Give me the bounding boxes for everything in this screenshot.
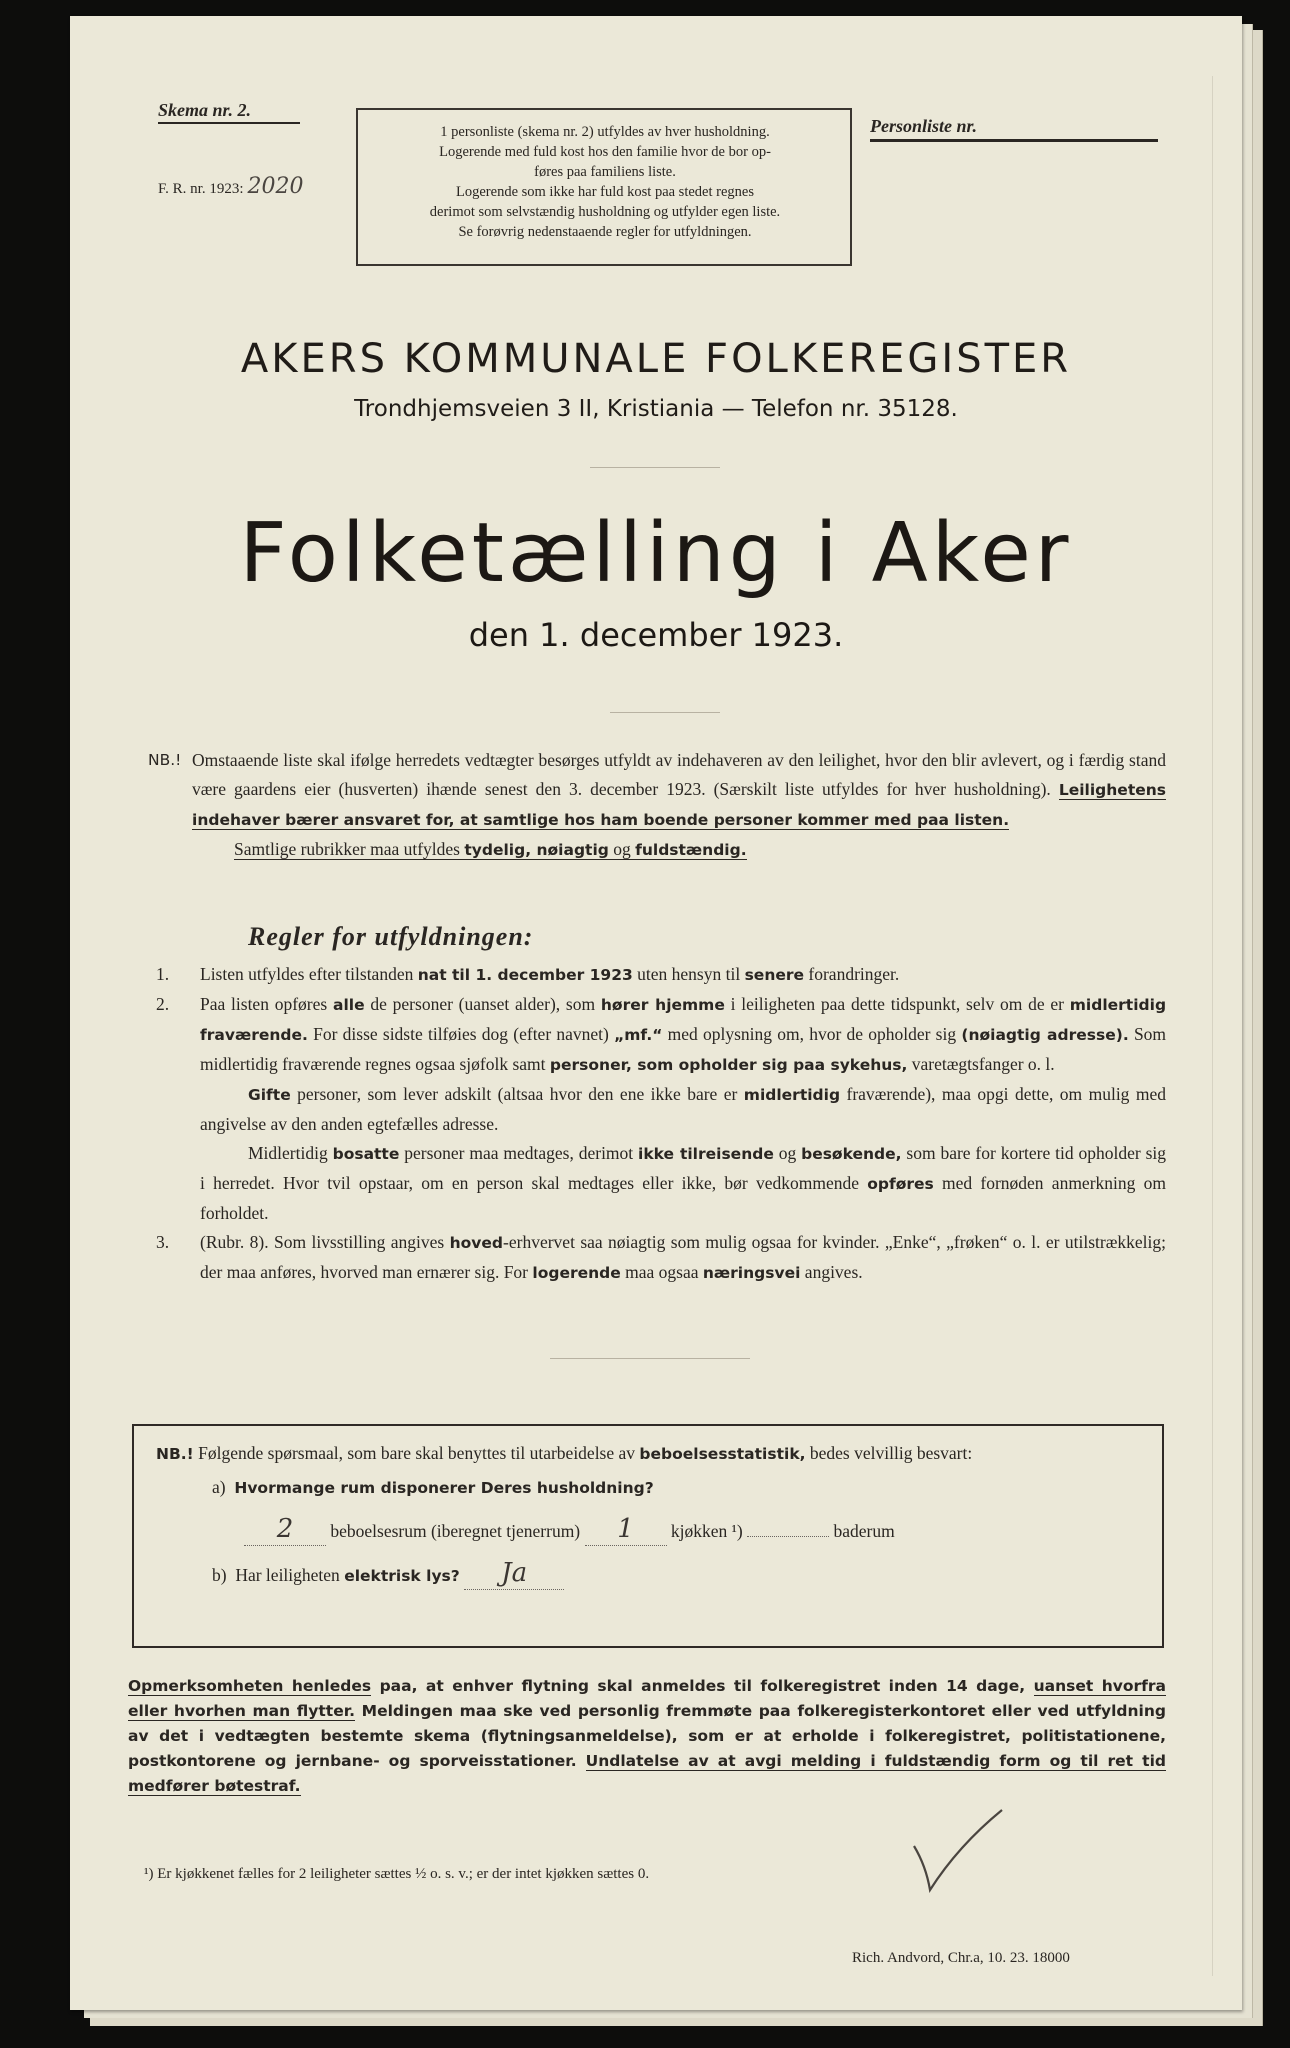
bath-field[interactable] (747, 1536, 829, 1537)
divider (610, 712, 720, 713)
fr-number (158, 174, 303, 199)
nb-label: NB.! (148, 751, 182, 769)
nb-responsibility: Leilighetens indehaver bærer ansvaret for, at samtlige hos ham boende personer kommer med paa listen. (192, 781, 1166, 829)
household-instructions-box (356, 108, 852, 266)
rule-paragraph: Midlertidig bosatte personer maa medtages, derimot ikke tilreisende og besøkende, som bare for kortere tid opholder sig i herredet. Hvor tvil opstaar, om en person skal medtages eller ikke, bør vedkommende opføres med fornøden anmerkning om forholdet. (200, 1143, 1166, 1223)
rule-item: 1. Listen utfyldes efter tilstanden nat til 1. december 1923 uten hensyn til senere forandringer. (156, 964, 900, 984)
box-line: derimot som selvstændig husholdning og utfylder egen liste. (429, 204, 781, 220)
fr-value: 2020 (247, 174, 304, 199)
checkmark-icon (908, 1806, 1008, 1901)
housing-statistics-box (132, 1424, 1164, 1648)
fr-label: F. R. nr. 1923: (158, 181, 244, 197)
question-a: a) Hvormange rum disponerer Deres husholdning? (212, 1477, 654, 1497)
box-line: Logerende med fuld kost hos den familie hvor de bor op- (439, 144, 771, 160)
nb2-intro: NB.! Følgende spørsmaal, som bare skal benyttes til utarbeidelse av beboelsesstatistik, bedes velvillig besvart: (156, 1443, 973, 1463)
electric-light-field[interactable]: Ja (464, 1560, 564, 1590)
rules-heading: Regler for utfyldningen: (248, 922, 534, 951)
rule-item: 3. (Rubr. 8). Som livsstilling angives hoved-erhvervet saa nøiagtig som mulig ogsaa for kvinder. „Enke“, „frøken“ o. l. er utilstrækkelig; der maa anføres, hvorved man ernærer sig. For logerende maa ogsaa næringsvei angives. (156, 1232, 1166, 1282)
census-date: den 1. december 1923. (468, 616, 844, 654)
divider (550, 1358, 750, 1359)
rule-paragraph: Gifte personer, som lever adskilt (altsaa hvor den ene ikke bare er midlertidig fraværende), maa opgi dette, om mulig med angivelse av den anden egtefælles adresse. (200, 1084, 1166, 1134)
nb-text: Omstaaende liste skal ifølge herredets vedtægter besørges utfyldt av indehaveren av den leilighet, hvor den blir avlevert, og i færdig stand være gaardens eier (husverten) ihænde senest den 3. december 1923. (Særskilt liste utfyldes for hver husholdning). (192, 750, 1166, 799)
nb-label: NB.! (156, 1445, 194, 1463)
nb-fill-all: Samtlige rubrikker maa utfyldes tydelig, nøiagtig og fuldstændig. (234, 839, 747, 859)
office-title: AKERS KOMMUNALE FOLKEREGISTER (240, 336, 1072, 382)
box-line: føres paa familiens liste. (534, 164, 676, 180)
personliste-number: Personliste nr. (870, 116, 1158, 142)
rule-item: 2. Paa listen opføres alle de personer (uanset alder), som hører hjemme i leiligheten paa dette tidspunkt, selv om de er midlertidig fraværende. For disse sidste tilføies dog (efter navnet) „mf.“ med oplysning om, hvor de opholder sig (nøiagtig adresse). Som midlertidig fraværende regnes ogsaa sjøfolk samt personer, som opholder sig paa sykehus, varetægtsfanger o. l. Gifte personer, som lever adskilt (altsaa hvor den ene ikke bare er midlertidig fraværende), maa opgi dette, om mulig med angivelse av den anden egtefælles adresse. Midlertidig bosatte personer maa medtages, derimot ikke tilreisende og besøkende, som bare for kortere tid opholder sig i herredet. Hvor tvil opstaar, om en person skal medtages eller ikke, bør vedkommende opføres med fornøden anmerkning om forholdet. (156, 990, 1166, 1228)
moving-notice: Opmerksomheten henledes paa, at enhver flytning skal anmeldes til folkeregistret inden 14 dage, uanset hvorfra eller hvorhen man flytter. Meldingen maa ske ved personlig fremmøte paa folkeregisterkontoret eller ved utfyldning av det i vedtægten bestemte skema (flytningsanmeldelse), som er at erholde i folkeregistret, politistationene, postkontorene og jernbane- og sporveisstationer. Undlatelse av at avgi melding i fuldstændig form og til ret tid medfører bøtestraf. (128, 1677, 1167, 1795)
nb-notice-1 (148, 746, 1166, 865)
box-line: Logerende som ikke har fuld kost paa stedet regnes (456, 184, 754, 200)
question-b: b) Har leiligheten elektrisk lys? Ja (156, 1560, 1146, 1590)
kitchen-field[interactable]: 1 (585, 1516, 667, 1546)
page-title: Folketælling i Aker (239, 506, 1073, 601)
rooms-answer-row: 2 beboelsesrum (iberegnet tjenerrum) 1 kjøkken ¹) baderum (156, 1516, 1146, 1546)
divider (590, 467, 720, 468)
box-line: 1 personliste (skema nr. 2) utfyldes av hver husholdning. (440, 124, 770, 140)
box-line: Se forøvrig nedenstaaende regler for utfyldningen. (458, 224, 752, 240)
rooms-field[interactable]: 2 (244, 1516, 326, 1546)
rules-list (156, 960, 1166, 1288)
office-address: Trondhjemsveien 3 II, Kristiania — Telefon nr. 35128. (354, 396, 958, 422)
skema-number: Skema nr. 2. (158, 100, 300, 124)
footnote: ¹) Er kjøkkenet fælles for 2 leiligheter sættes ½ o. s. v.; er der intet kjøkken sættes 0. (144, 1866, 650, 1882)
census-form-page (70, 16, 1242, 2010)
printer-imprint: Rich. Andvord, Chr.a, 10. 23. 18000 (852, 1950, 1070, 1966)
